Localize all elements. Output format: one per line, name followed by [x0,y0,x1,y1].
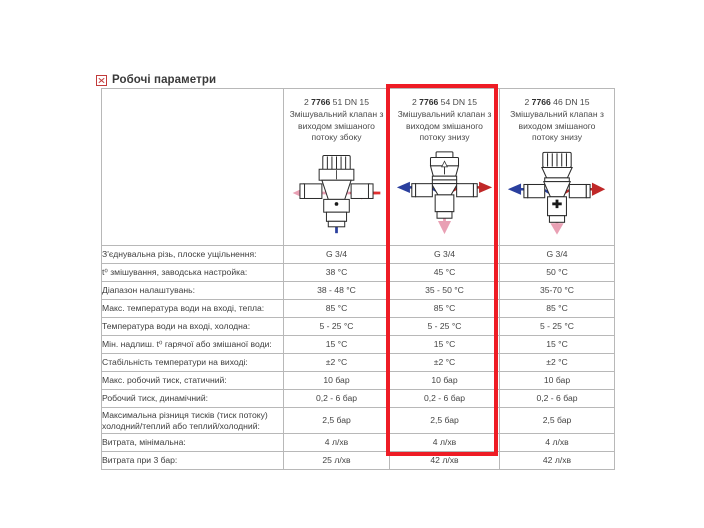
row-value-col2: 15 °C [390,336,500,354]
row-label: Макс. температура води на вході, тепла: [102,300,284,318]
row-value-col1: 10 бар [284,372,390,390]
header-column-3 [500,89,615,246]
specifications-table [101,88,615,470]
row-value-col3: 42 л/хв [500,452,615,470]
product-code-2: 2 7766 54 DN 15 [412,97,477,107]
row-label: t⁰ змішування, заводська настройка: [102,264,284,282]
row-value-col1: 0,2 - 6 бар [284,390,390,408]
row-value-col3: 5 - 25 °C [500,318,615,336]
table-row [102,372,615,390]
row-value-col3: G 3/4 [500,246,615,264]
table-row [102,318,615,336]
valve-diagram-side-outlet [289,144,384,246]
row-label: Температура води на вході, холодна: [102,318,284,336]
row-value-col3: 35-70 °C [500,282,615,300]
row-value-col2: 0,2 - 6 бар [390,390,500,408]
row-label: Мін. надлиш. t⁰ гарячої або змішаної води: [102,336,284,354]
table-row [102,246,615,264]
header-column-1 [284,89,390,246]
valve-diagram-bottom-outlet-a [395,144,494,246]
header-column-2 [390,89,500,246]
row-value-col1: 15 °C [284,336,390,354]
product-description-3: Змішувальний клапан з виходом змішаного потоку знизу [510,109,604,142]
row-label: Діапазон налаштувань: [102,282,284,300]
table-row [102,390,615,408]
row-value-col3: 0,2 - 6 бар [500,390,615,408]
row-value-col2: 45 °C [390,264,500,282]
row-label: Стабільність температури на виході: [102,354,284,372]
row-label: Макс. робочий тиск, статичний: [102,372,284,390]
product-code-3: 2 7766 46 DN 15 [524,97,590,107]
row-value-col3: 50 °C [500,264,615,282]
table-row [102,408,615,434]
header-empty-cell [102,89,284,246]
table-row [102,264,615,282]
row-value-col1: G 3/4 [284,246,390,264]
product-description-1: Змішувальний клапан з виходом змішаного потоку збоку [289,109,384,142]
row-value-col2: 2,5 бар [390,408,500,434]
row-value-col2: 35 - 50 °C [390,282,500,300]
valve-diagram-bottom-outlet-b [505,144,609,246]
row-label: Робочий тиск, динамічний: [102,390,284,408]
row-value-col2: 42 л/хв [390,452,500,470]
row-value-col1: 4 л/хв [284,434,390,452]
row-value-col3: ±2 °C [500,354,615,372]
row-value-col3: 15 °C [500,336,615,354]
row-value-col1: 2,5 бар [284,408,390,434]
row-label: Витрата при 3 бар: [102,452,284,470]
table-row [102,354,615,372]
table-row [102,300,615,318]
row-value-col3: 2,5 бар [500,408,615,434]
row-value-col2: 85 °C [390,300,500,318]
table-row [102,282,615,300]
row-value-col2: 5 - 25 °C [390,318,500,336]
row-value-col1: ±2 °C [284,354,390,372]
row-value-col3: 85 °C [500,300,615,318]
table-row [102,434,615,452]
row-value-col1: 38 °C [284,264,390,282]
row-value-col2: 10 бар [390,372,500,390]
table-row [102,336,615,354]
table-row [102,452,615,470]
row-label: З'єднувальна різь, плоске ущільнення: [102,246,284,264]
row-value-col1: 38 - 48 °C [284,282,390,300]
row-value-col1: 5 - 25 °C [284,318,390,336]
row-value-col2: ±2 °C [390,354,500,372]
broken-image-icon [96,75,107,86]
row-value-col1: 25 л/хв [284,452,390,470]
row-label: Максимальна різниця тисків (тиск потоку) холодний/теплий або теплий/холодний: [102,408,284,434]
row-label: Витрата, мінімальна: [102,434,284,452]
row-value-col1: 85 °C [284,300,390,318]
page-title-text: Робочі параметри [112,74,217,86]
row-value-col2: 4 л/хв [390,434,500,452]
table-header-row [102,89,615,246]
row-value-col3: 4 л/хв [500,434,615,452]
page-title [96,74,216,86]
product-description-2: Змішувальний клапан з виходом змішаного потоку знизу [397,109,492,142]
product-code-1: 2 7766 51 DN 15 [304,97,369,107]
row-value-col2: G 3/4 [390,246,500,264]
row-value-col3: 10 бар [500,372,615,390]
